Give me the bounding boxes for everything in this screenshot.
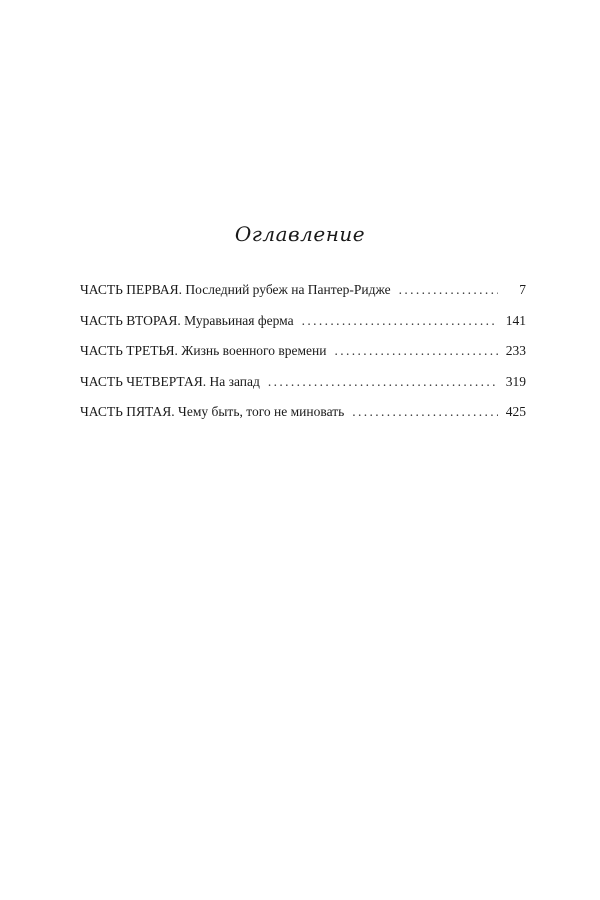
toc-entry-page: 319	[505, 373, 526, 389]
toc-entry-part-3[interactable]	[80, 341, 526, 372]
toc-title: Оглавление	[234, 222, 366, 246]
toc-entry-page: 425	[505, 404, 526, 419]
dot-leader	[399, 280, 498, 300]
toc-entry-title: ЧАСТЬ ВТОРАЯ. Муравьиная ферма	[80, 312, 294, 328]
toc-entry-part-2[interactable]	[80, 311, 526, 342]
toc-entry-part-4[interactable]	[80, 372, 526, 403]
toc-list	[80, 280, 526, 433]
toc-entry-title: ЧАСТЬ ТРЕТЬЯ. Жизнь военного времени	[80, 343, 327, 358]
toc-entry-title: ЧАСТЬ ПЕРВАЯ. Последний рубеж на Пантер-Ридже	[80, 282, 391, 297]
toc-entry-page: 7	[519, 282, 526, 297]
dot-leader	[268, 372, 498, 392]
toc-entry-title: ЧАСТЬ ПЯТАЯ. Чему быть, того не миновать	[80, 404, 345, 419]
dot-leader	[352, 402, 498, 422]
toc-entry-part-5[interactable]	[80, 402, 526, 433]
toc-entry-page: 233	[505, 343, 526, 358]
toc-entry-title: ЧАСТЬ ЧЕТВЕРТАЯ. На запад	[80, 373, 260, 389]
dot-leader	[302, 311, 498, 331]
toc-entry-page: 141	[505, 312, 526, 328]
dot-leader	[335, 341, 499, 361]
toc-entry-part-1[interactable]	[80, 280, 526, 311]
